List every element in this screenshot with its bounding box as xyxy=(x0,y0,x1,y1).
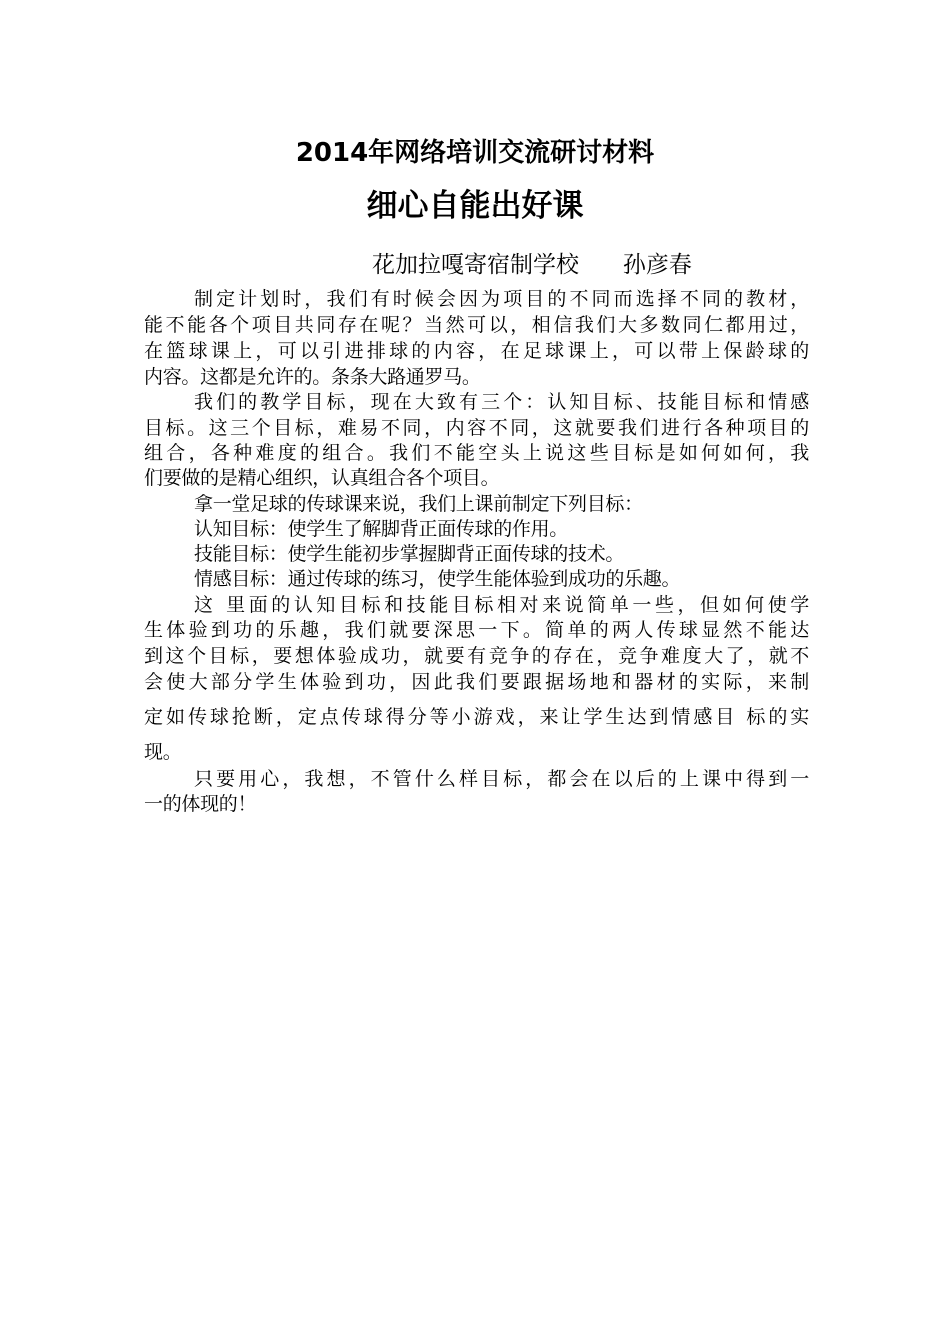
paragraph-line: 这 里面的认知目标和技能目标相对来说简单一些，但如何使学 xyxy=(194,594,809,616)
paragraph-line: 生体验到功的乐趣，我们就要深思一下。简单的两人传球显然不能达 xyxy=(144,619,809,641)
paragraph-line: 定如传球抢断，定点传球得分等小游戏，来让学生达到情感目 标的实 xyxy=(144,706,809,728)
paragraph-line: 现。 xyxy=(144,741,182,763)
paragraph-line: 拿一堂足球的传球课来说，我们上课前制定下列目标： xyxy=(194,493,643,515)
paragraph-line: 能不能各个项目共同存在呢？当然可以，相信我们大多数同仁都用过， xyxy=(144,314,809,336)
paragraph-line: 在篮球课上，可以引进排球的内容，在足球课上，可以带上保龄球的 xyxy=(144,340,809,362)
paragraph-line: 技能目标：使学生能初步掌握脚背正面传球的技术。 xyxy=(194,543,625,565)
paragraph-line: 目标。这三个目标，难易不同，内容不同，这就要我们进行各种项目的 xyxy=(144,417,809,439)
paragraph-line: 会使大部分学生体验到功，因此我们要跟据场地和器材的实际，来制 xyxy=(144,671,809,693)
document-title: 2014年网络培训交流研讨材料 xyxy=(295,138,655,168)
paragraph-line: 一的体现的！ xyxy=(144,793,257,815)
paragraph-line: 只要用心，我想，不管什么样目标，都会在以后的上课中得到一 xyxy=(194,768,809,790)
paragraph-line: 制定计划时，我们有时候会因为项目的不同而选择不同的教材， xyxy=(194,288,809,310)
paragraph-line: 认知目标：使学生了解脚背正面传球的作用。 xyxy=(194,518,569,540)
paragraph-line: 到这个目标，要想体验成功，就要有竞争的存在，竞争难度大了，就不 xyxy=(144,645,809,667)
paragraph-line: 情感目标：通过传球的练习，使学生能体验到成功的乐趣。 xyxy=(194,568,681,590)
paragraph-line: 内容。这都是允许的。条条大路通罗马。 xyxy=(144,366,481,388)
document-subtitle: 细心自能出好课 xyxy=(366,188,584,224)
paragraph-line: 组合，各种难度的组合。我们不能空头上说这些目标是如何如何，我 xyxy=(144,442,809,464)
paragraph-line: 我们的教学目标，现在大致有三个：认知目标、技能目标和情感 xyxy=(194,391,809,413)
paragraph-line: 们要做的是精心组织，认真组合各个项目。 xyxy=(144,467,500,489)
author-line: 花加拉嘎寄宿制学校 孙彦春 xyxy=(372,252,692,278)
